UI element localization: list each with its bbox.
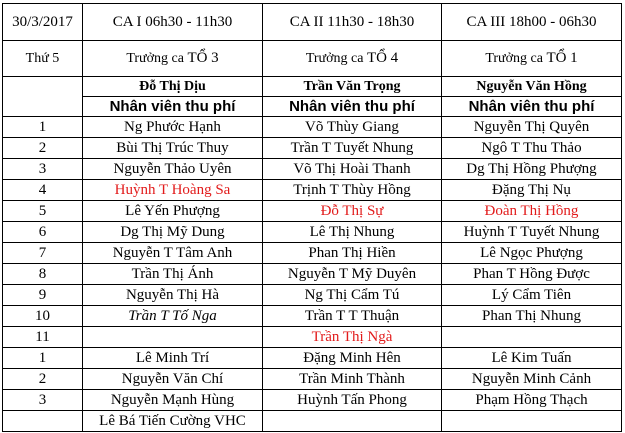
shift-1-team-label: TỔ 3	[187, 50, 219, 66]
shift-2-staff: Trần T T Thuận	[263, 306, 442, 327]
table-row	[3, 222, 622, 243]
shift-2-staff: Đặng Minh Hên	[263, 348, 442, 369]
row-number: 11	[3, 327, 83, 348]
shift-3-staff: Dg Thị Hồng Phượng	[442, 159, 622, 180]
shift-2-staff: Trần T Tuyết Nhung	[263, 138, 442, 159]
shift-2-staff: Trần Thị Ngà	[263, 327, 442, 348]
shift-3-staff: Nguyễn Thị Quyên	[442, 117, 622, 138]
shift-2-staff: Nguyễn T Mỹ Duyên	[263, 264, 442, 285]
shift-3-staff: Phan T Hồng Được	[442, 264, 622, 285]
shift-2-name: CA II	[289, 13, 324, 30]
shift-3-staff: Lê Kim Tuấn	[442, 348, 622, 369]
row-number: 1	[3, 117, 83, 138]
shift-1-staff: Bùi Thị Trúc Thuy	[83, 138, 263, 159]
row-number: 2	[3, 138, 83, 159]
shift-header-row	[3, 4, 622, 41]
shift-1-staff: Lê Minh Trí	[83, 348, 263, 369]
shift-2-role: Trưởng ca	[305, 51, 364, 66]
row-number: 2	[3, 369, 83, 390]
shift-2-team	[263, 41, 442, 77]
lead-row	[3, 77, 622, 97]
shift-1-role: Trưởng ca	[126, 51, 184, 66]
shift-1-header	[83, 4, 263, 41]
shift-1-time: 06h30 - 11h30	[145, 13, 233, 30]
shift-3-staff: Lý Cẩm Tiên	[442, 285, 622, 306]
shift-2-staff: Trần Minh Thành	[263, 369, 442, 390]
shift-1-lead: Đỗ Thị Dịu	[83, 77, 263, 97]
shift-1-staff-header: Nhân viên thu phí	[83, 97, 263, 117]
shift-2-staff: Võ Thùy Giang	[263, 117, 442, 138]
lead-empty-cell	[3, 77, 83, 97]
shift-1-staff: Nguyễn Mạnh Hùng	[83, 390, 263, 411]
shift-1-staff: Trần Thị Ánh	[83, 264, 263, 285]
table-row	[3, 285, 622, 306]
shift-2-staff: Phan Thị Hiền	[263, 243, 442, 264]
shift-3-name: CA III	[466, 13, 506, 30]
shift-3-staff	[442, 327, 622, 348]
row-number: 4	[3, 180, 83, 201]
table-row	[3, 243, 622, 264]
table-row	[3, 327, 622, 348]
shift-3-staff: Đặng Thị Nụ	[442, 180, 622, 201]
table-row	[3, 264, 622, 285]
shift-1-staff: Huỳnh T Hoàng Sa	[83, 180, 263, 201]
shift-3-staff: Lê Ngọc Phượng	[442, 243, 622, 264]
shift-1-name: CA I	[112, 13, 142, 30]
shift-2-staff-header: Nhân viên thu phí	[263, 97, 442, 117]
shift-2-staff: Ng Thị Cẩm Tú	[263, 285, 442, 306]
shift-1-staff: Lê Bá Tiến Cường VHC	[83, 411, 263, 432]
table-row	[3, 306, 622, 327]
shift-1-staff: Nguyễn T Tâm Anh	[83, 243, 263, 264]
shift-1-staff: Nguyễn Thị Hà	[83, 285, 263, 306]
row-number: 6	[3, 222, 83, 243]
shift-3-header	[442, 4, 622, 41]
shift-3-staff: Huỳnh T Tuyết Nhung	[442, 222, 622, 243]
shift-2-header	[263, 4, 442, 41]
row-number: 3	[3, 390, 83, 411]
team-header-row	[3, 41, 622, 77]
shift-2-team-label: TỔ 4	[366, 50, 399, 66]
shift-roster-table	[2, 3, 622, 432]
shift-1-staff: Ng Phước Hạnh	[83, 117, 263, 138]
shift-2-staff: Võ Thị Hoài Thanh	[263, 159, 442, 180]
table-row	[3, 201, 622, 222]
shift-3-lead: Nguyễn Văn Hồng	[442, 77, 622, 97]
table-row	[3, 348, 622, 369]
row-number: 8	[3, 264, 83, 285]
shift-1-staff: Nguyễn Thảo Uyên	[83, 159, 263, 180]
table-row	[3, 369, 622, 390]
shift-3-staff-header: Nhân viên thu phí	[442, 97, 622, 117]
staff-header-row	[3, 97, 622, 117]
shift-3-time: 18h00 - 06h30	[509, 13, 597, 30]
shift-3-staff: Nguyễn Minh Cảnh	[442, 369, 622, 390]
shift-3-staff: Phạm Hồng Thạch	[442, 390, 622, 411]
table-row	[3, 411, 622, 432]
row-number: 10	[3, 306, 83, 327]
shift-1-staff: Lê Yến Phượng	[83, 201, 263, 222]
shift-2-staff: Lê Thị Nhung	[263, 222, 442, 243]
table-row	[3, 138, 622, 159]
row-number: 5	[3, 201, 83, 222]
row-number	[3, 411, 83, 432]
shift-2-staff	[263, 411, 442, 432]
table-row	[3, 390, 622, 411]
shift-1-staff: Trần T Tố Nga	[83, 306, 263, 327]
shift-3-team-label: TỔ 1	[546, 50, 578, 66]
table-row	[3, 159, 622, 180]
row-number: 9	[3, 285, 83, 306]
shift-1-staff: Dg Thị Mỹ Dung	[83, 222, 263, 243]
shift-2-time: 11h30 - 18h30	[327, 13, 415, 30]
table-row	[3, 117, 622, 138]
shift-3-staff: Ngô T Thu Thảo	[442, 138, 622, 159]
row-number: 3	[3, 159, 83, 180]
shift-3-staff: Phan Thị Nhung	[442, 306, 622, 327]
shift-1-staff: Nguyễn Văn Chí	[83, 369, 263, 390]
shift-3-team	[442, 41, 622, 77]
row-number: 7	[3, 243, 83, 264]
row-number: 1	[3, 348, 83, 369]
shift-3-staff	[442, 411, 622, 432]
date-cell: 30/3/2017	[3, 4, 83, 41]
shift-3-staff: Đoàn Thị Hồng	[442, 201, 622, 222]
shift-2-staff: Huỳnh Tấn Phong	[263, 390, 442, 411]
shift-1-staff	[83, 327, 263, 348]
staff-empty-cell	[3, 97, 83, 117]
day-cell: Thứ 5	[3, 41, 83, 77]
shift-2-lead: Trần Văn Trọng	[263, 77, 442, 97]
shift-1-team	[83, 41, 263, 77]
shift-3-role: Trưởng ca	[485, 51, 543, 66]
shift-2-staff: Đỗ Thị Sự	[263, 201, 442, 222]
table-row	[3, 180, 622, 201]
shift-2-staff: Trịnh T Thùy Hồng	[263, 180, 442, 201]
